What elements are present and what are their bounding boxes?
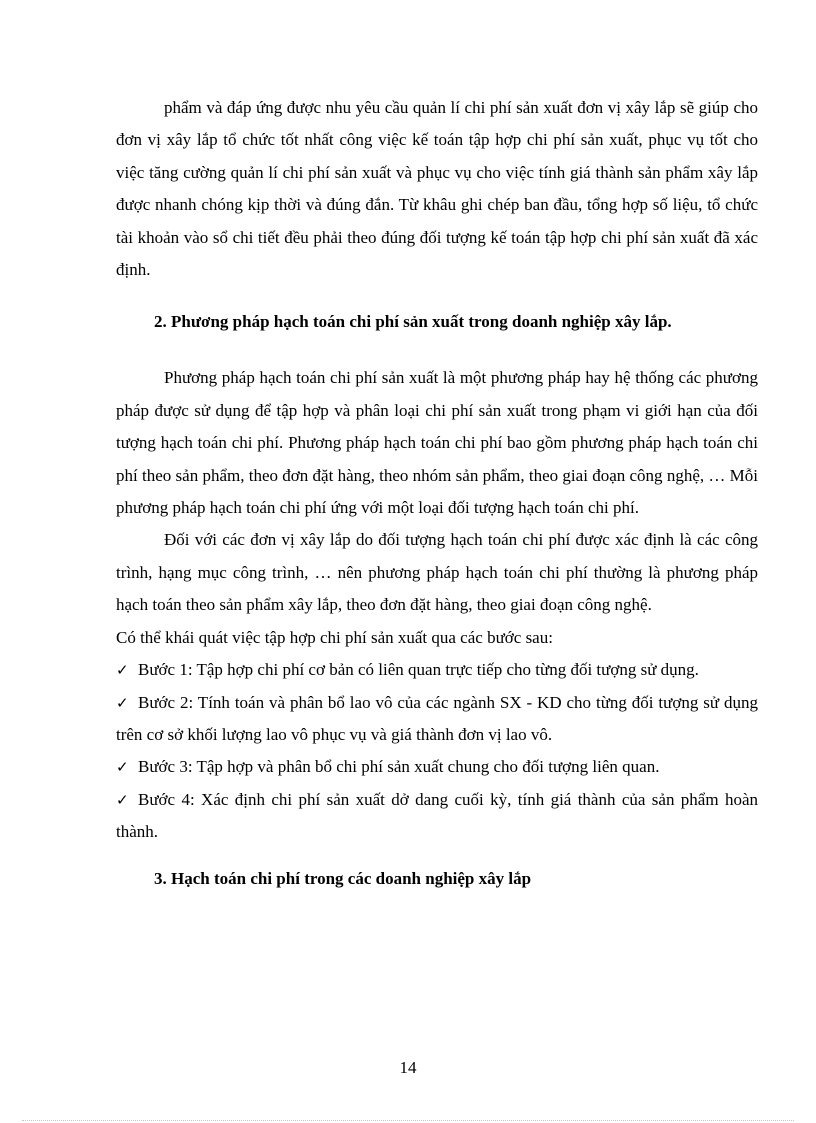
checkmark-icon: ✓ (116, 693, 129, 712)
paragraph-intro: phẩm và đáp ứng được nhu yêu cầu quản lí chi phí sản xuất đơn vị xây lắp sẽ giúp cho đơn vị xây lắp tổ chức tốt nhất công việc kế toán tập hợp chi phí sản xuất, phục vụ tốt cho việc tăng cường quản lí chi phí sản xuất và phục vụ cho việc tính giá thành sản phẩm xây lắp được nhanh chóng kịp thời và đúng đắn. Từ khâu ghi chép ban đầu, tổng hợp số liệu, tổ chức tài khoản vào sổ chi tiết đều phải theo đúng đối tượng kế toán tập hợp chi phí sản xuất đã xác định. (116, 98, 758, 280)
step-item (116, 784, 758, 849)
step-item (116, 687, 758, 752)
step-text: Bước 1: Tập hợp chi phí cơ bản có liên quan trực tiếp cho từng đối tượng sử dụng. (138, 660, 699, 680)
page-content (116, 92, 758, 895)
paragraph-units: Đối với các đơn vị xây lắp do đối tượng hạch toán chi phí được xác định là các công trình, hạng mục công trình, … nên phương pháp hạch toán chi phí thường là phương pháp hạch toán theo sản phẩm xây lắp, theo đơn đặt hàng, theo giai đoạn công nghệ. (116, 530, 758, 615)
section-heading-2: 2. Phương pháp hạch toán chi phí sản xuất trong doanh nghiệp xây lắp. (154, 312, 672, 332)
page-number: 14 (399, 1058, 417, 1077)
step-item (116, 654, 758, 686)
checkmark-icon: ✓ (116, 661, 129, 680)
step-item (116, 751, 758, 783)
page-footer-divider (22, 1120, 794, 1121)
paragraph-method: Phương pháp hạch toán chi phí sản xuất là một phương pháp hay hệ thống các phương pháp được sử dụng để tập hợp và phân loại chi phí sản xuất trong phạm vi giới hạn của đối tượng hạch toán chi phí. Phương pháp hạch toán chi phí bao gồm phương pháp hạch toán chi phí theo sản phẩm, theo đơn đặt hàng, theo nhóm sản phẩm, theo giai đoạn công nghệ, … Mỗi phương pháp hạch toán chi phí ứng với một loại đối tượng hạch toán chi phí. (116, 368, 758, 518)
steps-intro: Có thể khái quát việc tập hợp chi phí sản xuất qua các bước sau: (116, 627, 553, 647)
step-text: Bước 4: Xác định chi phí sản xuất dở dang cuối kỳ, tính giá thành của sản phẩm hoàn thành. (116, 789, 758, 842)
checkmark-icon: ✓ (116, 790, 129, 809)
step-text: Bước 3: Tập hợp và phân bổ chi phí sản xuất chung cho đối tượng liên quan. (138, 757, 660, 777)
step-text: Bước 2: Tính toán và phân bổ lao vô của các ngành SX - KD cho từng đối tượng sử dụng trên cơ sở khối lượng lao vô phục vụ và giá thành đơn vị lao vô. (116, 692, 758, 744)
checkmark-icon: ✓ (116, 758, 129, 777)
section-heading-3: 3. Hạch toán chi phí trong các doanh nghiệp xây lắp (154, 868, 532, 888)
